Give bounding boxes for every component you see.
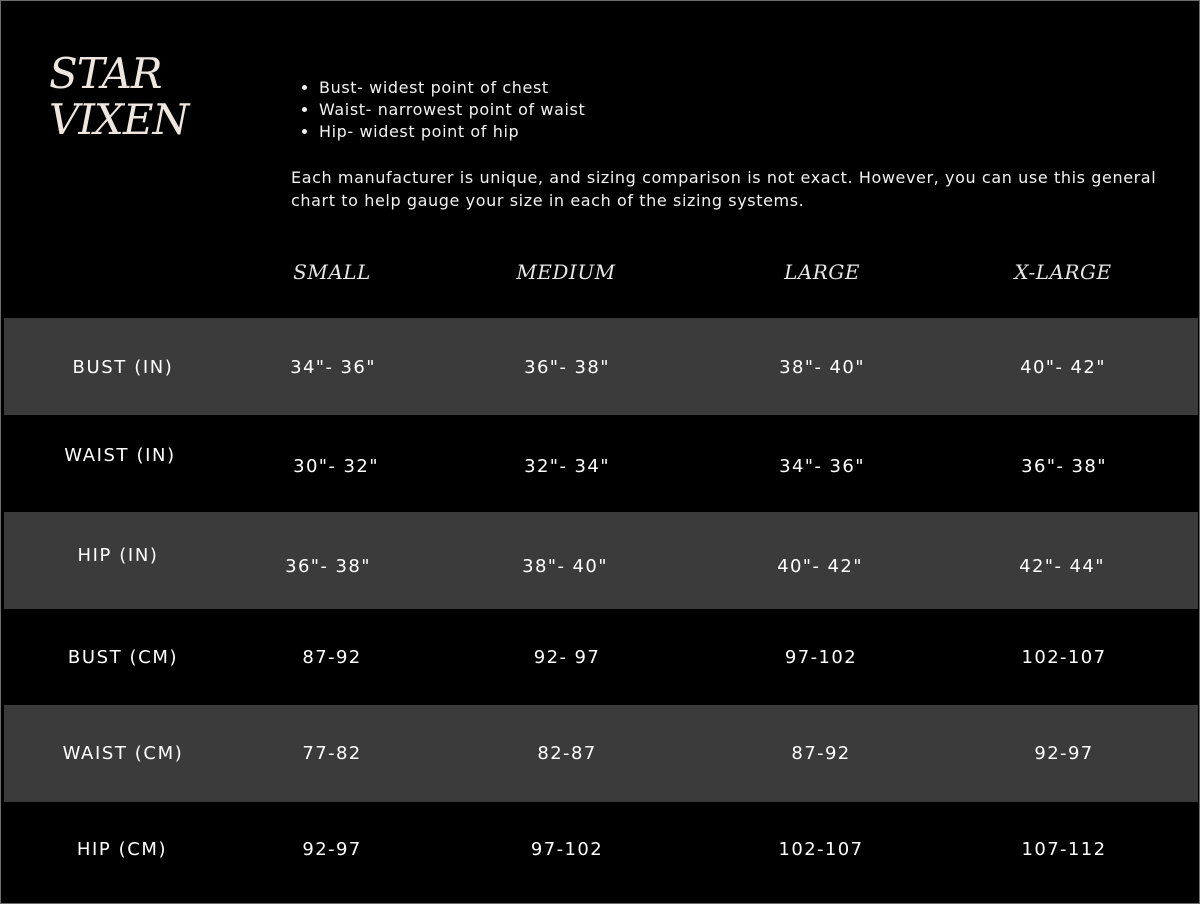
row-label: WAIST (IN) (64, 445, 176, 466)
table-row-hip-cm (4, 802, 1198, 900)
cell-x-large: 40"- 42" (1020, 357, 1106, 378)
cell-medium: 82-87 (537, 743, 597, 764)
table-row-bust-cm (4, 609, 1198, 705)
cell-medium: 97-102 (530, 839, 604, 860)
table-row-hip-in (4, 512, 1198, 609)
brand-logo (49, 51, 249, 143)
brand-line-2: VIXEN (49, 95, 189, 144)
cell-x-large: 107-112 (1021, 839, 1107, 860)
cell-small: 36"- 38" (285, 556, 371, 577)
guide-item-bust: • Bust- widest point of chest (319, 77, 585, 99)
cell-large: 38"- 40" (779, 357, 865, 378)
table-row-bust-in (4, 318, 1198, 415)
cell-large: 87-92 (791, 743, 851, 764)
row-label: HIP (IN) (77, 545, 159, 566)
cell-x-large: 92-97 (1034, 743, 1094, 764)
row-label: WAIST (CM) (62, 743, 184, 764)
cell-x-large: 36"- 38" (1021, 456, 1107, 477)
sizing-disclaimer: Each manufacturer is unique, and sizing comparison is not exact. However, you can use this general chart to help gauge your size in each of the sizing systems. (291, 168, 1157, 210)
table-row-waist-in (4, 415, 1198, 512)
cell-small: 87-92 (302, 647, 362, 668)
cell-medium: 38"- 40" (522, 556, 608, 577)
column-header-medium: MEDIUM (516, 260, 616, 284)
brand-line-1: STAR (49, 49, 162, 98)
cell-medium: 92- 97 (533, 647, 601, 668)
cell-large: 40"- 42" (777, 556, 863, 577)
cell-small: 34"- 36" (290, 357, 376, 378)
cell-small: 30"- 32" (293, 456, 379, 477)
measurement-guide-list (301, 77, 585, 143)
cell-x-large: 42"- 44" (1019, 556, 1105, 577)
row-label: BUST (IN) (72, 357, 174, 378)
column-header-small: SMALL (293, 260, 371, 284)
row-label: BUST (CM) (67, 647, 179, 668)
guide-item-hip: • Hip- widest point of hip (319, 121, 585, 143)
cell-large: 102-107 (778, 839, 864, 860)
table-row-waist-cm (4, 705, 1198, 802)
cell-small: 77-82 (302, 743, 362, 764)
cell-small: 92-97 (302, 839, 362, 860)
cell-medium: 36"- 38" (524, 357, 610, 378)
column-header-x-large: X-LARGE (1014, 260, 1112, 284)
row-label: HIP (CM) (76, 839, 168, 860)
guide-item-waist: • Waist- narrowest point of waist (319, 99, 585, 121)
cell-x-large: 102-107 (1021, 647, 1107, 668)
cell-large: 34"- 36" (779, 456, 865, 477)
column-header-large: LARGE (784, 260, 860, 284)
cell-large: 97-102 (784, 647, 858, 668)
cell-medium: 32"- 34" (524, 456, 610, 477)
